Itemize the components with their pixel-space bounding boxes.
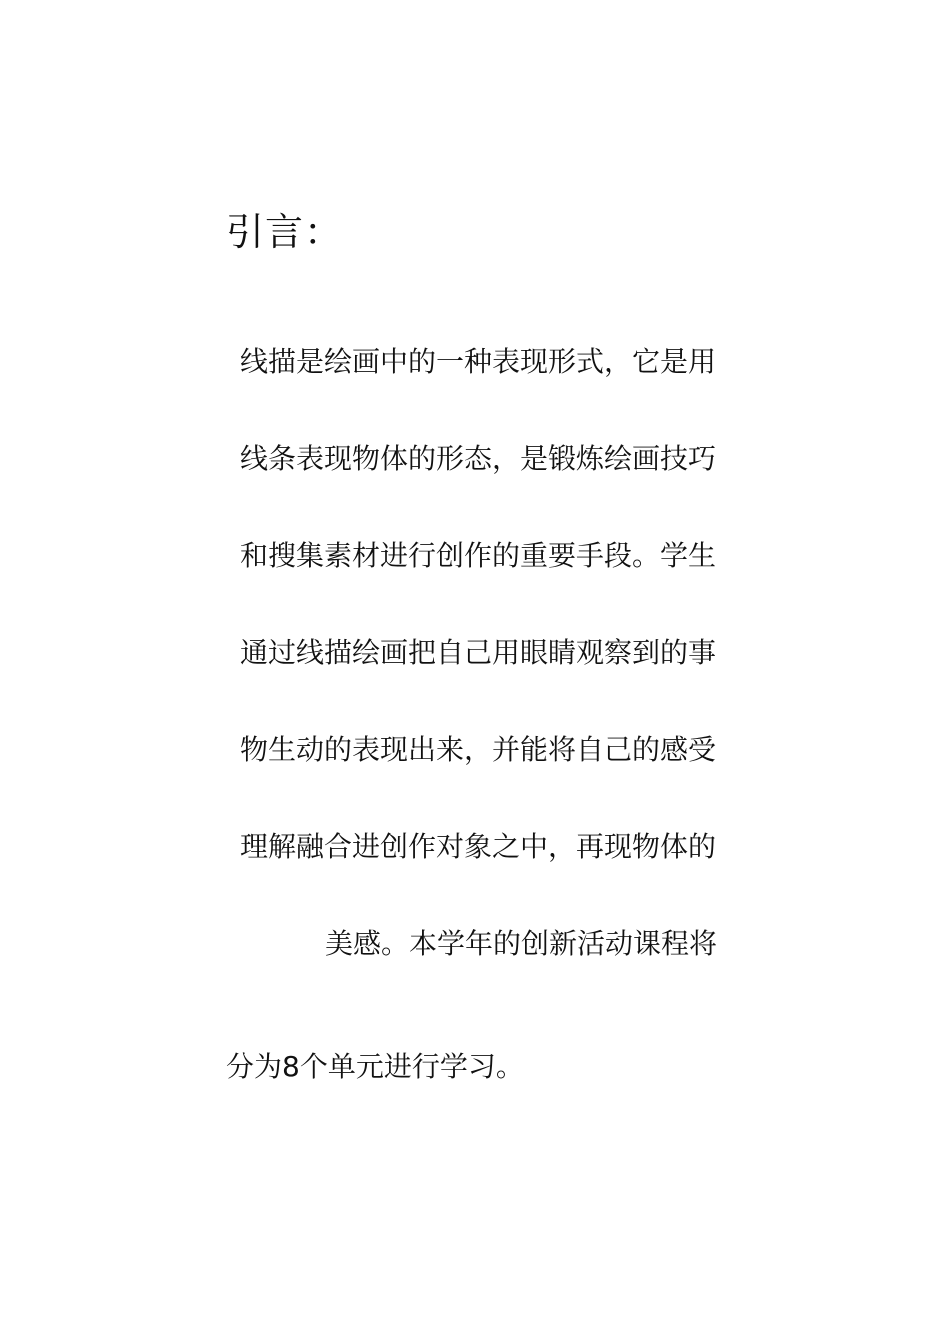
paragraph-line: 分为8个单元进行学习。 [226,1050,524,1083]
paragraph-line: 通过线描绘画把自己用眼睛观察到的事 [240,636,717,669]
paragraph-line: 和搜集素材进行创作的重要手段。学生 [240,539,717,572]
paragraph-line: 理解融合进创作对象之中，再现物体的 [240,830,717,863]
paragraph-line: 物生动的表现出来，并能将自己的感受 [240,733,717,766]
paragraph-line: 美感。本学年的创新活动课程将 [325,927,718,960]
paragraph-line: 线描是绘画中的一种表现形式，它是用 [240,345,717,378]
section-heading: 引言： [226,210,344,254]
paragraph-line: 线条表现物体的形态，是锻炼绘画技巧 [240,442,717,475]
